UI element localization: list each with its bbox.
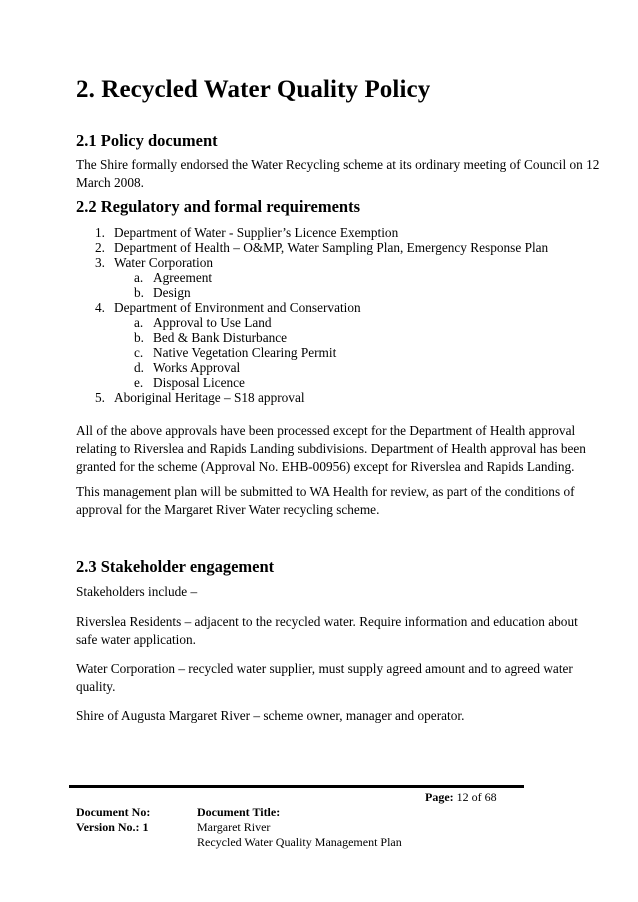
page-label: Page: bbox=[425, 790, 454, 804]
list-item-number: 1. bbox=[95, 225, 105, 240]
list-item-text: Department of Water - Supplier’s Licence Exemption bbox=[114, 225, 399, 240]
sub-list-item-letter: a. bbox=[134, 270, 144, 285]
management-plan-paragraph-line: This management plan will be submitted to WA Health for review, as part of the conditions of bbox=[76, 484, 575, 499]
sub-list-item-letter: c. bbox=[134, 345, 144, 360]
list-item bbox=[95, 300, 361, 315]
policy-paragraph-line: The Shire formally endorsed the Water Recycling scheme at its ordinary meeting of Council on 12 bbox=[76, 157, 600, 172]
document-title-label: Document Title: bbox=[197, 805, 281, 819]
list-item bbox=[95, 225, 398, 240]
sub-list-item-text: Approval to Use Land bbox=[153, 315, 272, 330]
sub-list-item-letter: b. bbox=[134, 330, 144, 345]
document-no-label: Document No: bbox=[76, 805, 151, 819]
list-item-text: Water Corporation bbox=[114, 255, 213, 270]
sub-list-item-text: Native Vegetation Clearing Permit bbox=[153, 345, 337, 360]
approvals-paragraph-line: relating to Riverslea and Rapids Landing subdivisions. Department of Health approval has been bbox=[76, 441, 586, 456]
document-title-line: Recycled Water Quality Management Plan bbox=[197, 835, 402, 849]
sub-list-item bbox=[134, 360, 240, 375]
sub-list-item bbox=[134, 285, 191, 300]
list-item-number: 4. bbox=[95, 300, 105, 315]
approvals-paragraph-line: granted for the scheme (Approval No. EHB-00956) except for Riverslea and Rapids Landing. bbox=[76, 459, 575, 474]
list-item bbox=[95, 255, 213, 270]
section-heading-stakeholder: 2.3 Stakeholder engagement bbox=[76, 557, 275, 576]
sub-list-item-letter: d. bbox=[134, 360, 144, 375]
approvals-paragraph-line: All of the above approvals have been processed except for the Department of Health approval bbox=[76, 423, 576, 438]
list-item-text: Aboriginal Heritage – S18 approval bbox=[114, 390, 305, 405]
list-item bbox=[95, 240, 548, 255]
sub-list-item-text: Bed & Bank Disturbance bbox=[153, 330, 288, 345]
sub-list-item-text: Design bbox=[153, 285, 191, 300]
stakeholder-paragraph-line: quality. bbox=[76, 679, 116, 694]
page-number: 12 of 68 bbox=[456, 790, 497, 804]
sub-list-item-text: Works Approval bbox=[153, 360, 241, 375]
version-no-label: Version No.: 1 bbox=[76, 820, 149, 834]
footer-divider bbox=[69, 785, 524, 788]
list-item bbox=[95, 390, 305, 405]
stakeholder-paragraph-line: Riverslea Residents – adjacent to the recycled water. Require information and education about bbox=[76, 614, 578, 629]
policy-paragraph-line: March 2008. bbox=[76, 175, 144, 190]
sub-list-item bbox=[134, 315, 272, 330]
stakeholder-intro: Stakeholders include – bbox=[76, 584, 198, 599]
sub-list-item bbox=[134, 375, 245, 390]
list-item-text: Department of Health – O&MP, Water Sampling Plan, Emergency Response Plan bbox=[114, 240, 549, 255]
list-item-number: 2. bbox=[95, 240, 105, 255]
section-heading-policy: 2.1 Policy document bbox=[76, 131, 218, 150]
section-heading-regulatory: 2.2 Regulatory and formal requirements bbox=[76, 197, 360, 216]
page-indicator bbox=[425, 790, 497, 805]
page-title: 2. Recycled Water Quality Policy bbox=[76, 76, 431, 103]
sub-list-item-letter: b. bbox=[134, 285, 144, 300]
sub-list-item-text: Agreement bbox=[153, 270, 213, 285]
stakeholder-paragraph-line: Shire of Augusta Margaret River – scheme owner, manager and operator. bbox=[76, 708, 465, 723]
document-title-line: Margaret River bbox=[197, 820, 271, 834]
stakeholder-paragraph-line: safe water application. bbox=[76, 632, 196, 647]
sub-list-item-text: Disposal Licence bbox=[153, 375, 245, 390]
management-plan-paragraph-line: approval for the Margaret River Water recycling scheme. bbox=[76, 502, 380, 517]
list-item-text: Department of Environment and Conservation bbox=[114, 300, 361, 315]
stakeholder-paragraph-line: Water Corporation – recycled water supplier, must supply agreed amount and to agreed water bbox=[76, 661, 573, 676]
list-item-number: 5. bbox=[95, 390, 105, 405]
list-item-number: 3. bbox=[95, 255, 105, 270]
sub-list-item-letter: a. bbox=[134, 315, 144, 330]
sub-list-item-letter: e. bbox=[134, 375, 144, 390]
sub-list-item bbox=[134, 330, 287, 345]
sub-list-item bbox=[134, 270, 212, 285]
sub-list-item bbox=[134, 345, 336, 360]
